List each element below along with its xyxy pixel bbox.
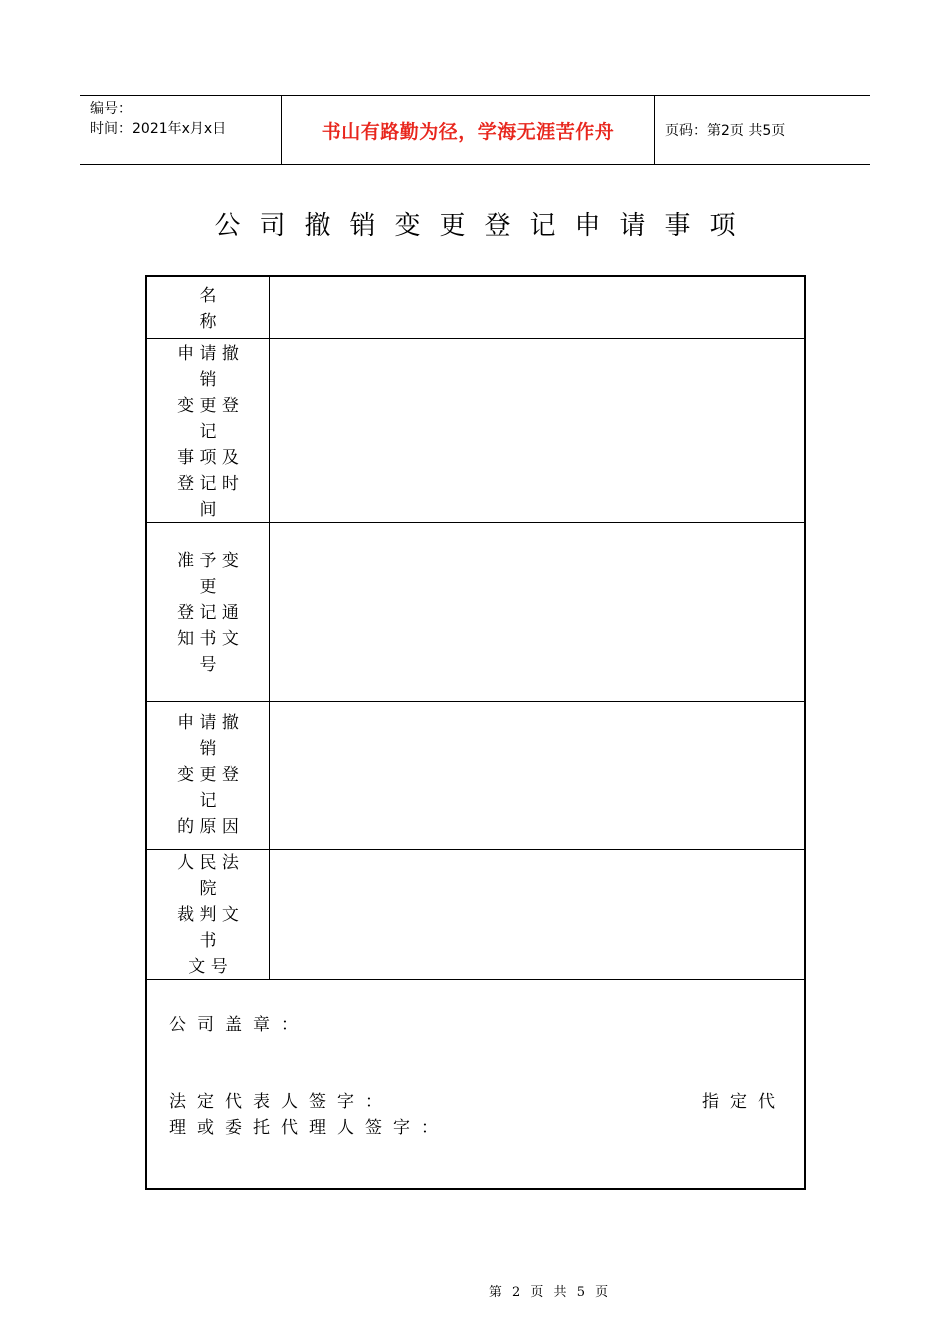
label-line: 名 <box>199 286 217 306</box>
form-row-items-and-time <box>147 339 804 523</box>
form-row-court-document <box>147 850 804 980</box>
court-document-input-cell[interactable] <box>270 850 804 979</box>
row-label <box>147 850 270 979</box>
form-row-name <box>147 277 804 339</box>
label-line: 登 记 通 <box>177 603 239 623</box>
header-meta <box>80 96 282 164</box>
row-label <box>147 523 270 701</box>
page-footer: 第 2 页 共 5 页 <box>488 1285 612 1300</box>
label-line: 称 <box>199 312 217 332</box>
label-line: 书 <box>199 931 217 951</box>
label-line: 销 <box>199 739 217 759</box>
label-line: 更 <box>199 577 217 597</box>
label-line: 院 <box>199 879 217 899</box>
row-label <box>147 277 270 338</box>
form-row-notice-number <box>147 523 804 702</box>
application-form-table <box>145 275 806 1190</box>
motto-text: 书山有路勤为径，学海无涯苦作舟 <box>321 120 615 143</box>
label-line: 事 项 及 <box>177 448 239 468</box>
number-label: 编号： <box>90 101 132 117</box>
row-label <box>147 702 270 849</box>
company-seal-label: 公司盖章： <box>169 1015 309 1035</box>
label-line: 变 更 登 <box>177 396 239 416</box>
page-header <box>80 95 870 165</box>
name-input-cell[interactable] <box>270 277 804 338</box>
label-line: 人 民 法 <box>177 853 239 873</box>
legal-rep-signature-label: 法定代表人签字： <box>169 1092 393 1112</box>
label-line: 间 <box>199 500 217 520</box>
document-title: 公司撤销变更登记申请事项 <box>214 211 755 241</box>
time-label: 时间：2021年x月x日 <box>90 121 227 137</box>
label-line: 文 号 <box>188 957 228 977</box>
items-time-input-cell[interactable] <box>270 339 804 522</box>
label-line: 记 <box>199 791 217 811</box>
form-row-reason <box>147 702 804 850</box>
page-info: 页码：第2页 共5页 <box>665 123 786 139</box>
label-line: 的 原 因 <box>177 817 239 837</box>
label-line: 申 请 撤 <box>177 344 239 364</box>
label-line: 裁 判 文 <box>177 905 239 925</box>
reason-input-cell[interactable] <box>270 702 804 849</box>
label-line: 知 书 文 <box>177 629 239 649</box>
signature-section <box>147 980 804 1188</box>
row-label <box>147 339 270 522</box>
label-line: 准 予 变 <box>177 551 239 571</box>
header-motto-cell <box>282 96 655 164</box>
designated-agent-label-prefix: 指定代 <box>702 1092 786 1112</box>
agent-signature-label: 理或委托代理人签字： <box>169 1118 449 1138</box>
label-line: 申 请 撤 <box>177 713 239 733</box>
label-line: 销 <box>199 370 217 390</box>
label-line: 登 记 时 <box>177 474 239 494</box>
notice-number-input-cell[interactable] <box>270 523 804 701</box>
label-line: 记 <box>199 422 217 442</box>
label-line: 号 <box>199 655 217 675</box>
label-line: 变 更 登 <box>177 765 239 785</box>
